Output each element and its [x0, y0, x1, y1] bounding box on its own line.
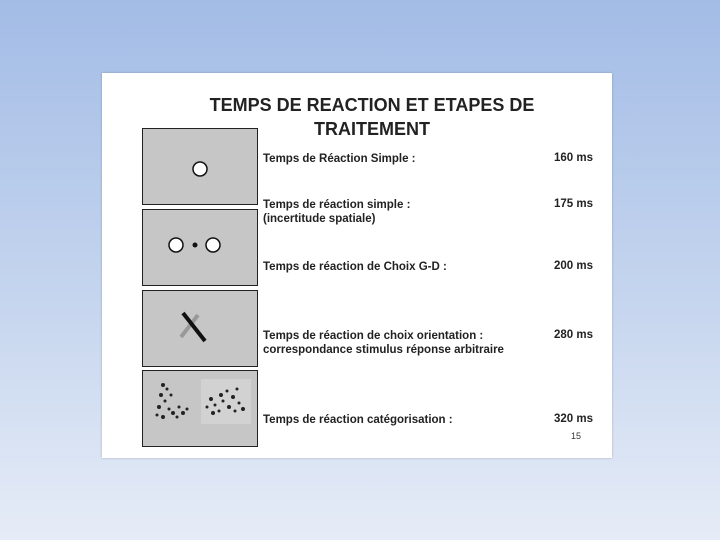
stimulus-spatial [142, 209, 258, 286]
row-label-2: Temps de réaction simple : (incertitude spatiale) [263, 199, 411, 225]
row-value-5: 320 ms [553, 413, 593, 425]
title-line-2: TRAITEMENT [314, 119, 430, 139]
stimulus-categorisation [142, 370, 258, 447]
row-value-4: 280 ms [553, 329, 593, 341]
page-number: 15 [571, 431, 582, 441]
row-value-1: 160 ms [553, 152, 593, 164]
row-label-5: Temps de réaction catégorisation : [263, 414, 453, 426]
row-label-3: Temps de réaction de Choix G-D : [263, 261, 447, 273]
row-value-2: 175 ms [553, 198, 593, 210]
row-label-4: Temps de réaction de choix orientation : correspondance stimulus réponse arbitraire [263, 330, 504, 356]
two-circles-dot-icon [143, 210, 257, 285]
title-line-1: TEMPS DE REACTION ET ETAPES DE [209, 95, 535, 115]
row-label-1: Temps de Réaction Simple : [263, 153, 416, 165]
oriented-bar-icon [143, 291, 257, 366]
stimulus-orientation [142, 290, 258, 367]
stimulus-simple [142, 128, 258, 205]
noisy-images-icon [143, 371, 257, 446]
row-value-3: 200 ms [553, 260, 593, 272]
single-circle-icon [143, 129, 257, 204]
slide [102, 73, 612, 458]
